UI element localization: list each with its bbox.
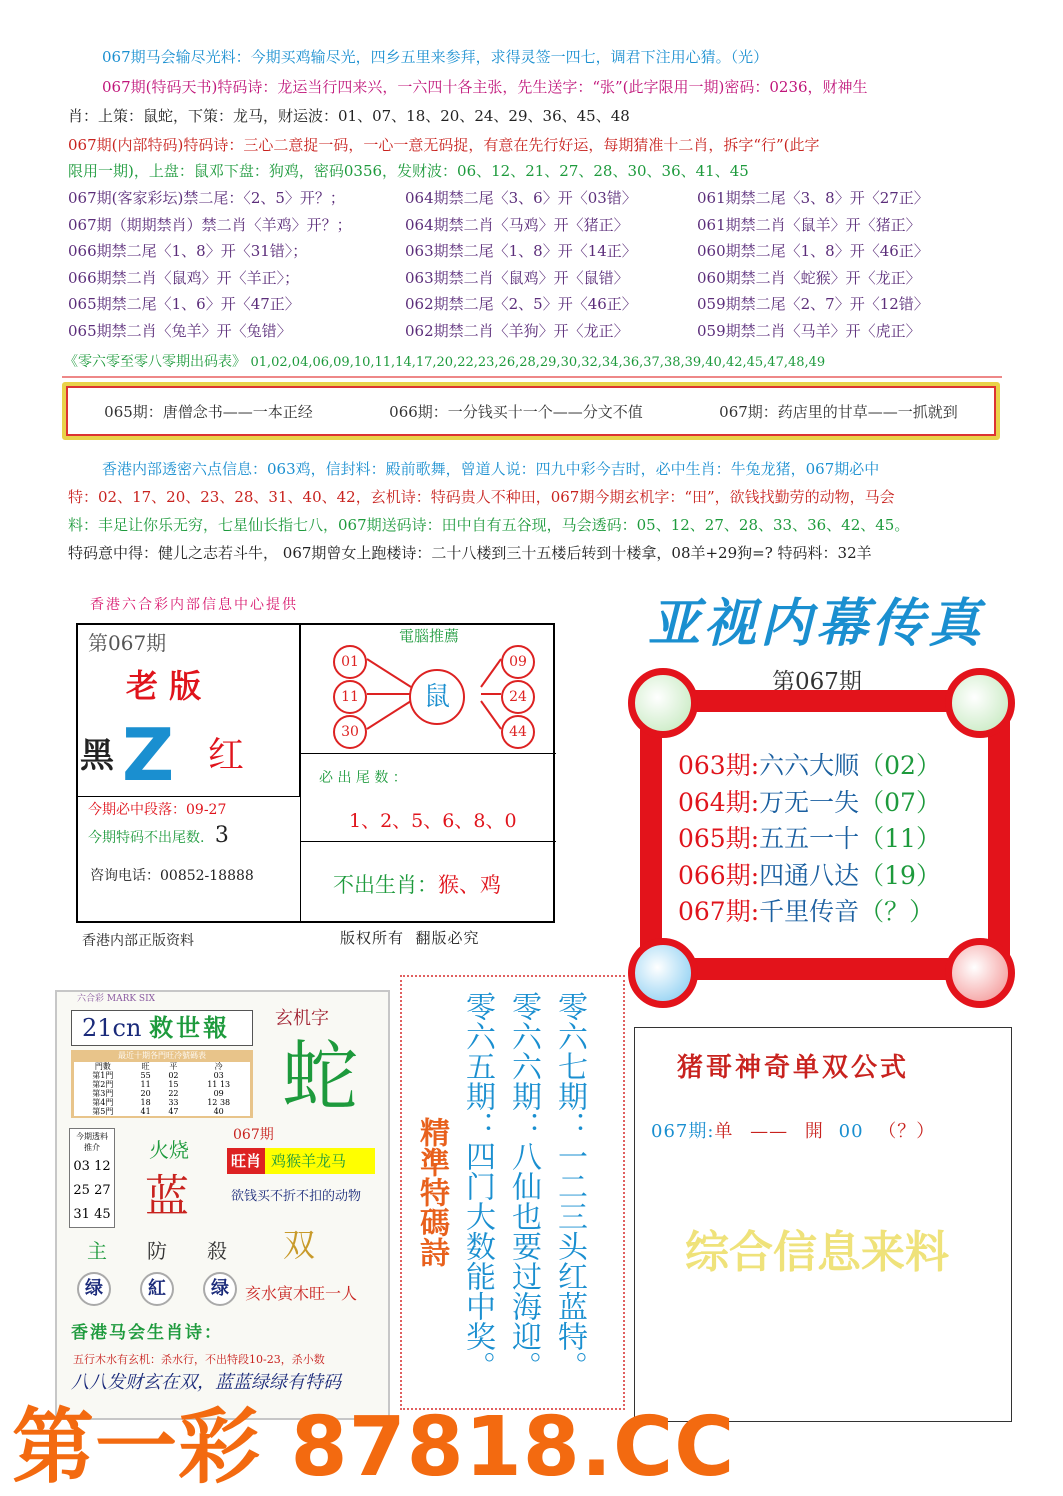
poster-brand: 21cn bbox=[82, 1014, 142, 1042]
color-ball-icon: 绿 bbox=[203, 1272, 237, 1306]
info-line-2: 特：02、17、20、23、28、31、40、42，玄机诗：特码贵人不种田，067期今期玄机字：“田”，欲钱找勤劳的动物，马会 bbox=[68, 488, 895, 506]
blue-ball-icon bbox=[628, 938, 698, 1008]
formula-title: 猪哥神奇单双公式 bbox=[677, 1053, 910, 1083]
ban-item: 061期禁二尾〈3、8〉开〈27正〉 bbox=[697, 189, 929, 207]
ban-item: 063期禁二肖〈鼠鸡〉开〈鼠错〉 bbox=[405, 268, 629, 287]
pc-title: 電腦推薦 bbox=[398, 627, 459, 645]
riddle-box bbox=[62, 382, 1000, 440]
shuang-char: 双 bbox=[283, 1226, 316, 1264]
ban-item: 062期禁二尾〈2、5〉开〈46正〉 bbox=[405, 295, 637, 313]
poem-col: 零六六期：八仙也要过海迎。 bbox=[506, 991, 541, 1381]
red-char: 红 bbox=[208, 735, 245, 776]
poem-line-1: 五行木水有玄机：杀水行，不出特段10-23，杀小数 bbox=[73, 1353, 325, 1366]
must-tail: 1、2、5、6、8、0 bbox=[349, 810, 517, 832]
code-table-numbers: 01,02,04,06,09,10,11,14,17,20,22,23,26,28,29,30,32,34,36,37,38,39,40,42,45,47,48,49 bbox=[250, 355, 826, 370]
no-zodiac: 猴、鸡 bbox=[438, 873, 501, 897]
info-line-3: 料：丰足让你乐无穷，七星仙长指七八，067期送码诗：田中自有五谷现，马会透码：05、12、27、28、33、36、42、45。 bbox=[68, 516, 910, 534]
tail-value: 3 bbox=[214, 823, 229, 848]
green-ball-icon bbox=[945, 668, 1015, 738]
prediction-row: 067期:千里传音（？） bbox=[678, 897, 935, 926]
zhu: 主 bbox=[87, 1239, 107, 1263]
pc-center: 鼠 bbox=[409, 669, 465, 725]
color-ball-icon: 紅 bbox=[140, 1272, 174, 1306]
prediction-list bbox=[672, 748, 984, 934]
formula-result: （？） bbox=[878, 1121, 936, 1142]
table-title: 最近十期各門旺冷號碼表 bbox=[118, 1051, 206, 1060]
poster-issue: 067期 bbox=[233, 1127, 274, 1143]
formula-open: 開 bbox=[804, 1121, 824, 1142]
pc-number: 01 bbox=[333, 645, 367, 679]
prediction-row: 063期:六六大顺（02） bbox=[678, 751, 941, 780]
poem-line-2: 八八发财玄在双，蓝蓝绿绿有特码 bbox=[71, 1372, 341, 1393]
poster-name: 救世報 bbox=[149, 1013, 231, 1042]
riddle-item: 065期：唐僧念书——一本正经 bbox=[104, 402, 313, 421]
fang: 防 bbox=[147, 1239, 167, 1263]
rec-number: 03 12 bbox=[73, 1159, 111, 1174]
site-watermark: 第一彩 87818.CC bbox=[12, 1400, 736, 1495]
ban-item: 059期禁二尾〈2、7〉开〈12错〉 bbox=[697, 295, 929, 313]
riddle-item: 067期：药店里的甘草——一抓就到 bbox=[719, 402, 958, 421]
rec-number: 31 45 bbox=[73, 1207, 111, 1222]
ban-item: 065期禁二肖〈兔羊〉开〈兔错〉 bbox=[68, 321, 292, 340]
poem-box bbox=[400, 975, 625, 1410]
jiushibao-poster bbox=[55, 990, 390, 1420]
tail-label: 今期特码不出尾数. bbox=[88, 830, 205, 846]
ban-item: 061期禁二肖〈鼠羊〉开〈猪正〉 bbox=[697, 215, 921, 234]
right-title: 亚视内幕传真 bbox=[648, 593, 985, 654]
provider-label: 香港六合彩内部信息中心提供 bbox=[90, 597, 298, 613]
phone: 咨询电话：00852-18888 bbox=[90, 868, 254, 884]
poster-riddle: 欲钱买不折不扣的动物 bbox=[231, 1189, 362, 1204]
top-line-2: 067期(特码天书)特码诗：龙运当行四来兴，一六四十各主张，先生送字：“张”(此字限用一期)密码：0236，财神生 bbox=[102, 78, 868, 96]
ban-item: 063期禁二尾〈1、8〉开〈14正〉 bbox=[405, 242, 637, 260]
red-ball-icon bbox=[945, 938, 1015, 1008]
top-line-4: 067期(内部特码)特码诗：三心二意捉一码，一心一意无码捉，有意在先行好运，每期猜准十二肖，拆字“行”(此字 bbox=[68, 136, 820, 154]
prediction-row: 066期:四通八达（19） bbox=[678, 860, 941, 890]
left-info-panel bbox=[76, 623, 555, 923]
ban-item: 066期禁二尾〈1、8〉开〈31错〉； bbox=[68, 242, 308, 260]
fire-burn: 火烧 bbox=[149, 1138, 189, 1162]
ban-item: 066期禁二肖〈鼠鸡〉开〈羊正〉； bbox=[68, 268, 300, 287]
top-line-1: 067期马会输尽光料：今期买鸡输尽光，四乡五里来参拜，求得灵签一四七，调君下注用心猜。（光） bbox=[102, 48, 769, 66]
ban-item: 064期禁二肖〈马鸡〉开〈猪正〉 bbox=[405, 215, 629, 234]
pc-number: 24 bbox=[501, 680, 535, 714]
pc-number: 09 bbox=[501, 645, 535, 679]
formula-dash: —— bbox=[750, 1121, 789, 1142]
z-char: Z bbox=[122, 713, 175, 797]
poster-border-text: 六合彩 MARK SIX bbox=[77, 994, 156, 1004]
background-watermark: 综合信息来料 bbox=[685, 1227, 949, 1278]
ban-item: 067期（期期禁肖）禁二肖〈羊鸡〉开？； bbox=[68, 215, 352, 234]
ban-item: 060期禁二肖〈蛇猴〉开〈龙正〉 bbox=[697, 268, 921, 287]
top-line-5: 限用一期)，上盘：鼠邓下盘：狗鸡，密码0356，发财波：06、12、21、27、28、30、36、41、45 bbox=[68, 162, 749, 180]
pc-number: 44 bbox=[501, 715, 535, 749]
formula-code: 00 bbox=[838, 1121, 864, 1142]
rec-number: 25 27 bbox=[73, 1183, 111, 1198]
no-zodiac-label: 不出生肖： bbox=[333, 873, 438, 897]
ban-item: 062期禁二肖〈羊狗〉开〈龙正〉 bbox=[405, 321, 629, 340]
poster-verse: 亥水寅木旺一人 bbox=[245, 1284, 358, 1303]
top-line-3: 肖：上策：鼠蛇，下策：龙马，财运波：01、07、18、20、24、29、36、45、48 bbox=[68, 107, 630, 125]
rec-label: 今期透料推介 bbox=[76, 1132, 108, 1152]
wang-label: 旺肖 bbox=[227, 1148, 265, 1174]
prediction-row: 065期:五五一十（11） bbox=[678, 824, 941, 853]
formula-single: 单 bbox=[714, 1121, 734, 1142]
poem-col: 零六五期：四门大数能中奖。 bbox=[460, 991, 495, 1381]
ban-item: 059期禁二肖〈马羊〉开〈虎正〉 bbox=[697, 321, 921, 340]
sha: 殺 bbox=[207, 1239, 227, 1263]
right-issue: 第067期 bbox=[772, 669, 862, 695]
issue-label: 第067期 bbox=[88, 631, 167, 655]
mystery-label: 玄机字 bbox=[275, 1008, 329, 1029]
mystery-char: 蛇 bbox=[282, 1032, 358, 1121]
segment: 今期必中段落：09-27 bbox=[88, 802, 227, 818]
ban-item: 065期禁二尾〈1、6〉开〈47正〉 bbox=[68, 295, 300, 313]
must-tail-label: 必 出 尾 数 ： bbox=[319, 770, 407, 786]
color-ball-icon: 绿 bbox=[77, 1272, 111, 1306]
poem-title: 香港马会生肖诗： bbox=[71, 1323, 223, 1343]
pc-number: 11 bbox=[333, 680, 367, 714]
footer-left: 香港内部正版资料 bbox=[82, 933, 194, 949]
black-char: 黑 bbox=[80, 736, 114, 776]
ban-item: 067期(客家彩坛)禁二尾：〈2、5〉开？； bbox=[68, 189, 345, 207]
pc-number: 30 bbox=[333, 715, 367, 749]
info-line-4: 特码意中得：健儿之志若斗牛， 067期曾女上跑楼诗：二十八楼到三十五楼后转到十楼拿，08羊+29狗=? 特码料：32羊 bbox=[68, 544, 872, 562]
info-line-1: 香港内部透密六点信息：063鸡，信封料：殿前歌舞，曾道人说：四九中彩今吉时，必中生肖：牛兔龙猪，067期必中 bbox=[102, 460, 880, 478]
hot-cold-table: 門數 旺 平 冷 第1門 55 02 03 第2門 11 15 11 13 第3門 20 22 09 第4門 18 33 12 38 第5門 41 47 40 bbox=[74, 1062, 250, 1116]
code-table-line bbox=[64, 352, 825, 373]
wang-zodiac: 鸡猴羊龙马 bbox=[265, 1148, 375, 1174]
footer-right: 版权所有 翻版必究 bbox=[340, 929, 480, 947]
formula-issue: 067期: bbox=[651, 1121, 715, 1142]
green-ball-icon bbox=[628, 668, 698, 738]
blue-char: 蓝 bbox=[145, 1171, 189, 1222]
prediction-row: 064期:万无一失（07） bbox=[678, 787, 941, 817]
riddle-item: 066期：一分钱买十一个——分文不值 bbox=[389, 402, 643, 421]
code-table-label: 《零六零至零八零期出码表》 bbox=[64, 354, 246, 370]
poem-col: 零六七期：一二三头红蓝特。 bbox=[552, 991, 587, 1381]
old-version: 老 版 bbox=[126, 667, 202, 705]
poem-box-title: 精準特碼詩 bbox=[414, 1117, 449, 1267]
formula-box bbox=[634, 1027, 1012, 1422]
ban-item: 060期禁二尾〈1、8〉开〈46正〉 bbox=[697, 242, 929, 260]
ban-item: 064期禁二尾〈3、6〉开〈03错〉 bbox=[405, 189, 637, 207]
